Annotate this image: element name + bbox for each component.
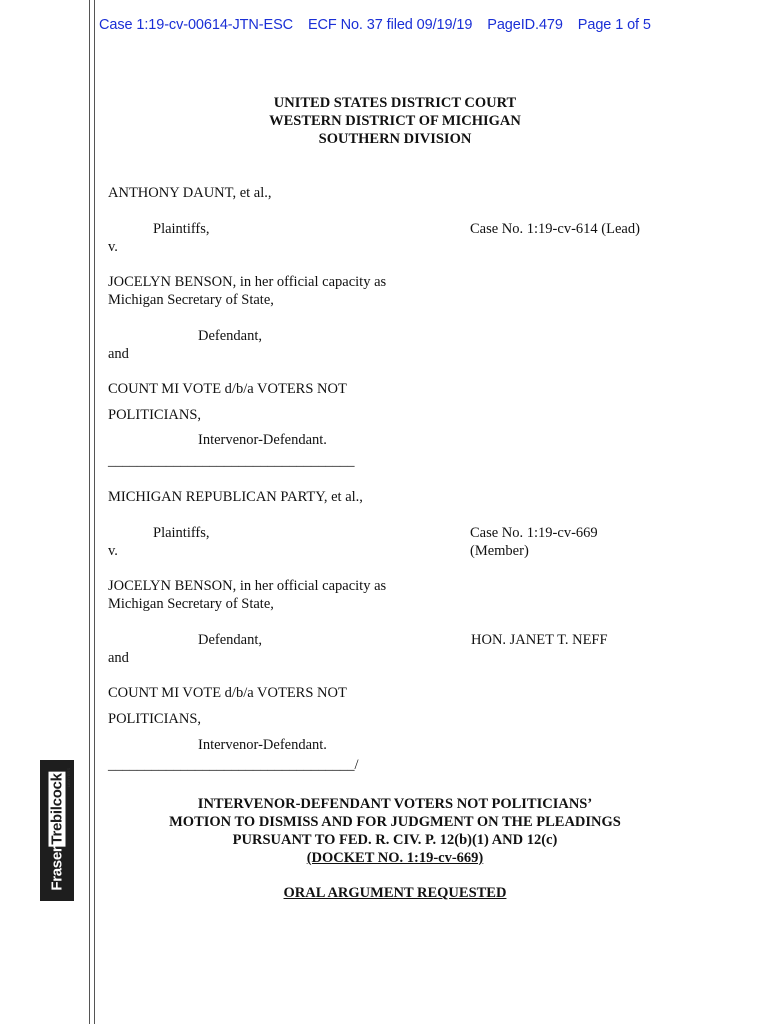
case1-defendant-line1: JOCELYN BENSON, in her official capacity as [108,274,387,290]
case1-versus: v. [108,239,118,255]
header-ecf: ECF No. 37 filed 09/19/19 [307,17,473,33]
case1-intervenor-line1: COUNT MI VOTE d/b/a VOTERS NOT [108,381,347,397]
oral-argument [95,884,695,902]
case1-defendant-label: Defendant, [198,328,263,344]
margin-rule-left [89,0,90,1024]
case2-versus: v. [108,543,118,559]
header-case-number: Case 1:19-cv-00614-JTN-ESC [99,17,294,33]
case2-plaintiffs-label: Plaintiffs, [153,525,210,541]
case1-plaintiffs-label: Plaintiffs, [153,221,210,237]
case1-and: and [108,346,129,362]
logo-sub-text: LAWYERS [66,768,71,788]
case2-separator: __________________________________/ [108,757,359,773]
logo-name-part1: Fraser [48,846,66,891]
header-pageid: PageID.479 [487,17,563,33]
case1-separator: __________________________________ [108,453,355,469]
case1-case-number: Case No. 1:19-cv-614 (Lead) [470,221,640,237]
case2-and: and [108,650,129,666]
docket-number-text: (DOCKET NO. 1:19-cv-669) [306,850,484,866]
margin-rule-right [94,0,95,1024]
case2-intervenor-line2: POLITICIANS, [108,711,202,727]
case1-intervenor-label: Intervenor-Defendant. [198,432,327,448]
case1-plaintiff: ANTHONY DAUNT, et al., [108,185,272,201]
logo-name-part2: Trebilcock [48,772,66,845]
header-page: Page 1 of 5 [577,17,651,33]
case1-defendant-line2: Michigan Secretary of State, [108,292,274,308]
case2-defendant-label: Defendant, [198,632,263,648]
case2-intervenor-line1: COUNT MI VOTE d/b/a VOTERS NOT [108,685,347,701]
motion-title-line2: MOTION TO DISMISS AND FOR JUDGMENT ON THE PLEADINGS [169,814,621,830]
motion-title-line1: INTERVENOR-DEFENDANT VOTERS NOT POLITICIANS’ [197,796,593,812]
case1-intervenor-line2: POLITICIANS, [108,407,202,423]
case2-intervenor-label: Intervenor-Defendant. [198,737,327,753]
case2-member-label: (Member) [470,543,529,559]
motion-title-line3: PURSUANT TO FED. R. CIV. P. 12(b)(1) AND 12(c) [232,832,558,848]
case2-defendant-line1: JOCELYN BENSON, in her official capacity as [108,578,387,594]
court-division: SOUTHERN DIVISION [318,131,472,147]
case2-case-number: Case No. 1:19-cv-669 [470,525,598,541]
oral-argument-text: ORAL ARGUMENT REQUESTED [283,885,507,901]
court-district: WESTERN DISTRICT OF MICHIGAN [269,113,521,129]
case2-judge: HON. JANET T. NEFF [471,632,608,648]
docket-number [95,849,695,867]
case2-defendant-line2: Michigan Secretary of State, [108,596,274,612]
ecf-header [99,17,662,33]
case2-plaintiff: MICHIGAN REPUBLICAN PARTY, et al., [108,489,363,505]
court-name: UNITED STATES DISTRICT COURT [273,95,517,111]
